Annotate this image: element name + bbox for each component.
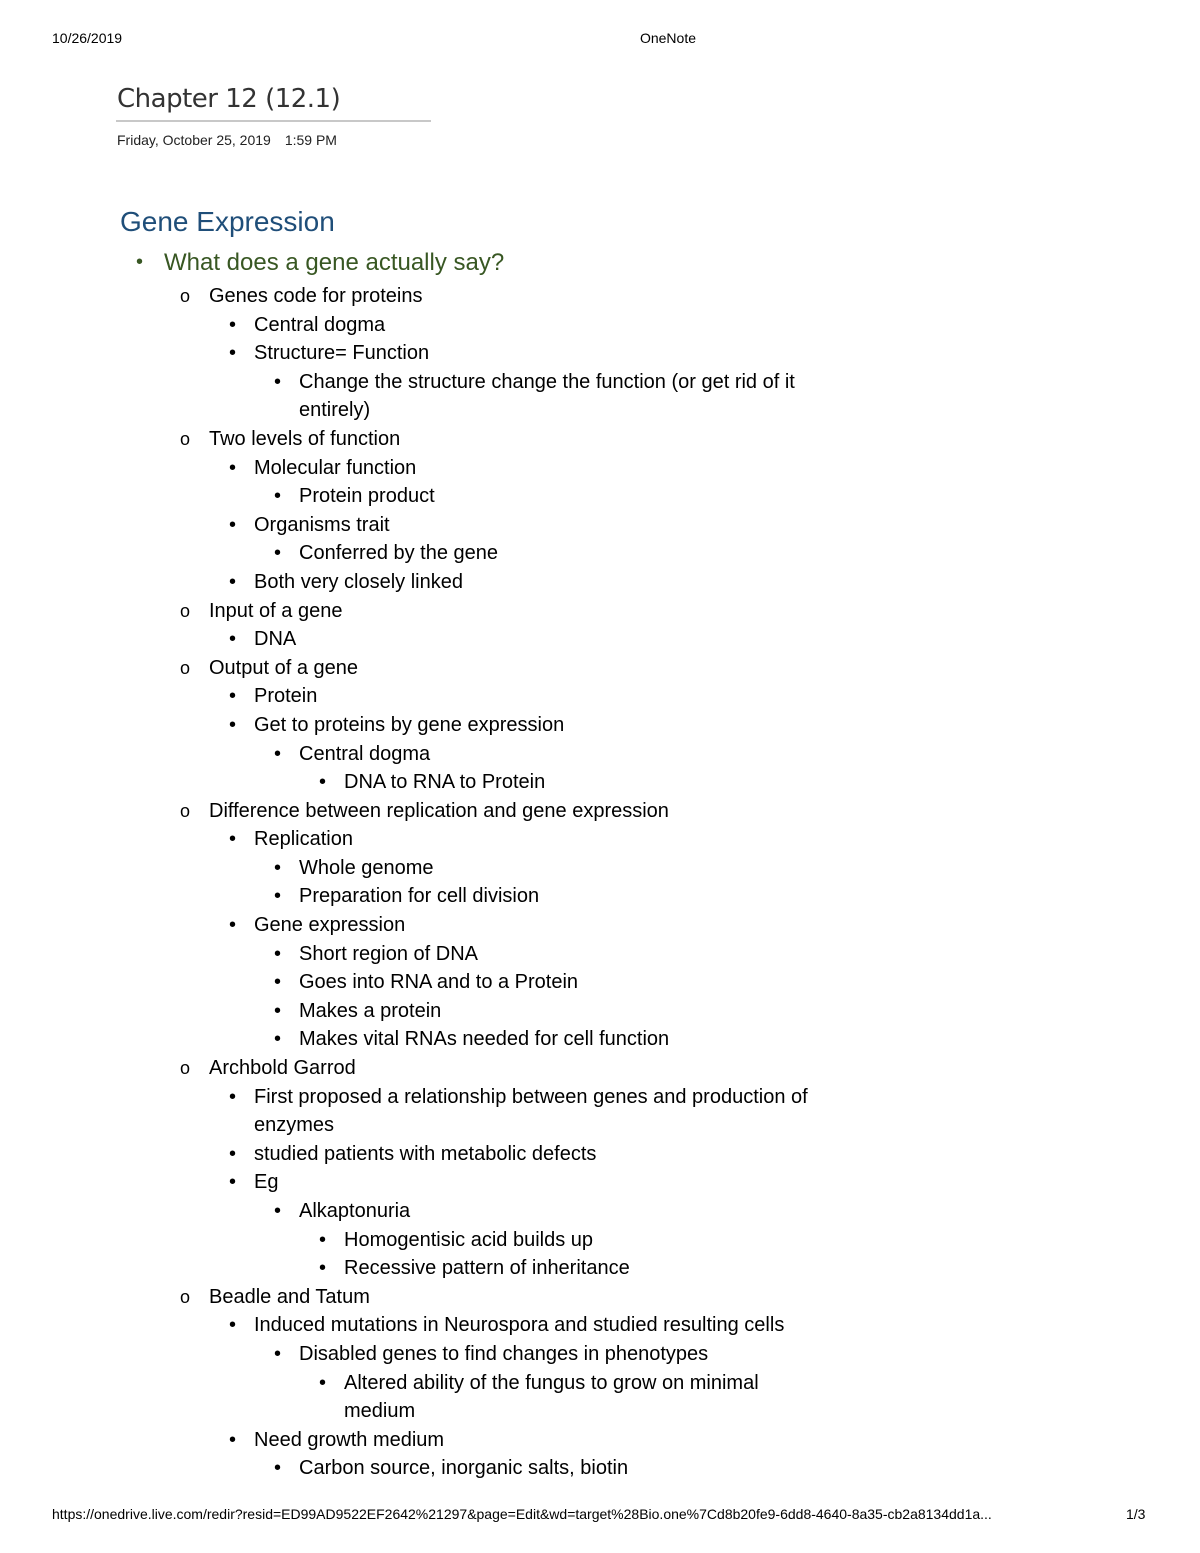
outline-item-text: DNA to RNA to Protein bbox=[344, 771, 546, 794]
outline-item bbox=[0, 1254, 1200, 1283]
bullet-marker: o bbox=[180, 286, 191, 306]
bullet-marker: • bbox=[274, 942, 282, 965]
outline-item-text: Goes into RNA and to a Protein bbox=[299, 971, 579, 994]
outline-item bbox=[0, 425, 1200, 454]
bullet-marker: • bbox=[274, 1028, 282, 1051]
outline-item bbox=[0, 997, 1200, 1026]
outline-item bbox=[0, 1340, 1200, 1369]
outline-item bbox=[0, 797, 1200, 826]
bullet-marker: • bbox=[229, 1428, 237, 1451]
outline-item-text: Preparation for cell division bbox=[299, 885, 540, 908]
page-date: Friday, October 25, 2019 bbox=[117, 132, 271, 148]
outline-item-text: Eg bbox=[254, 1171, 279, 1194]
bullet-marker: • bbox=[229, 1171, 237, 1194]
outline-item bbox=[0, 1226, 1200, 1255]
outline-item-text: Makes vital RNAs needed for cell function bbox=[299, 1028, 670, 1051]
outline-item-text: Both very closely linked bbox=[254, 570, 463, 593]
bullet-marker: • bbox=[229, 1142, 237, 1165]
outline-item bbox=[0, 482, 1200, 511]
outline-item-text: Conferred by the gene bbox=[299, 542, 499, 565]
bullet-marker: o bbox=[180, 1286, 191, 1307]
outline-item bbox=[0, 911, 1200, 940]
outline-item-text: Output of a gene bbox=[209, 656, 359, 679]
title-underline bbox=[116, 120, 431, 122]
outline-item-text: Disabled genes to find changes in phenotypes bbox=[299, 1342, 709, 1365]
outline-item-text: Gene expression bbox=[254, 914, 406, 937]
outline-item bbox=[0, 968, 1200, 997]
outline-item-text: Altered ability of the fungus to grow on minimal medium bbox=[344, 1371, 759, 1423]
bullet-marker: • bbox=[274, 485, 282, 508]
outline-item-text: Short region of DNA bbox=[299, 942, 478, 965]
page-title: Chapter 12 (12.1) bbox=[117, 84, 341, 114]
outline-item bbox=[0, 539, 1200, 568]
outline-item bbox=[0, 568, 1200, 597]
page-datetime bbox=[117, 132, 337, 148]
outline-item-text: studied patients with metabolic defects bbox=[254, 1142, 597, 1165]
outline-item bbox=[0, 247, 1200, 278]
outline-item-text: Replication bbox=[254, 828, 353, 851]
outline-item-text: Input of a gene bbox=[209, 599, 343, 622]
outline-item bbox=[0, 825, 1200, 854]
outline-item-text: Difference between replication and gene expression bbox=[209, 799, 669, 822]
outline-item bbox=[0, 511, 1200, 540]
outline-item bbox=[0, 1369, 1200, 1426]
outline-item-text: Carbon source, inorganic salts, biotin bbox=[299, 1457, 629, 1480]
bullet-marker: • bbox=[136, 251, 144, 273]
outline-item-text: Molecular function bbox=[254, 456, 417, 479]
outline-item bbox=[0, 654, 1200, 683]
bullet-marker: • bbox=[229, 685, 237, 708]
print-header-app-name: OneNote bbox=[639, 30, 697, 46]
print-footer-page-number: 1/3 bbox=[1126, 1506, 1146, 1522]
outline-item bbox=[0, 1426, 1200, 1455]
outline-item-text: Beadle and Tatum bbox=[209, 1285, 370, 1308]
bullet-marker: • bbox=[319, 1228, 327, 1251]
bullet-marker: o bbox=[180, 428, 191, 449]
outline-item bbox=[0, 1083, 1200, 1140]
page-time: 1:59 PM bbox=[284, 132, 337, 148]
outline-item bbox=[0, 1168, 1200, 1197]
outline-item-text: Need growth medium bbox=[254, 1428, 445, 1451]
bullet-marker: • bbox=[274, 856, 282, 879]
bullet-marker: • bbox=[229, 456, 237, 479]
bullet-marker: • bbox=[274, 370, 282, 393]
bullet-marker: • bbox=[229, 342, 237, 365]
bullet-marker: • bbox=[229, 513, 237, 536]
outline-item-text: Organisms trait bbox=[254, 513, 390, 536]
bullet-marker: • bbox=[229, 828, 237, 851]
outline-item bbox=[0, 854, 1200, 883]
outline-item bbox=[0, 1054, 1200, 1083]
outline-item bbox=[0, 368, 1200, 425]
outline-item bbox=[0, 339, 1200, 368]
outline-item-text: Two levels of function bbox=[209, 427, 401, 450]
bullet-marker: o bbox=[180, 800, 191, 821]
bullet-marker: o bbox=[180, 600, 191, 621]
outline-item bbox=[0, 711, 1200, 740]
bullet-marker: • bbox=[274, 971, 282, 994]
bullet-marker: • bbox=[274, 542, 282, 565]
outline-item bbox=[0, 882, 1200, 911]
outline-item bbox=[0, 1311, 1200, 1340]
bullet-marker: • bbox=[319, 771, 327, 794]
outline-item-text: Get to proteins by gene expression bbox=[254, 713, 565, 736]
outline-item bbox=[0, 940, 1200, 969]
outline-item-text: Protein bbox=[254, 685, 318, 708]
outline-item-text: Change the structure change the function (or get rid of it entirely) bbox=[299, 370, 795, 422]
outline-item-text: Induced mutations in Neurospora and studied resulting cells bbox=[254, 1314, 785, 1337]
outline-item bbox=[0, 1197, 1200, 1226]
outline-item-text: Homogentisic acid builds up bbox=[344, 1228, 594, 1251]
bullet-marker: • bbox=[229, 1314, 237, 1337]
notes-outline bbox=[0, 247, 1200, 1483]
bullet-marker: • bbox=[274, 1200, 282, 1222]
outline-item-text: First proposed a relationship between genes and production of enzymes bbox=[254, 1085, 808, 1137]
outline-item bbox=[0, 282, 1200, 311]
bullet-marker: • bbox=[274, 999, 282, 1022]
outline-item-text: Central dogma bbox=[254, 313, 386, 336]
outline-item-text: Central dogma bbox=[299, 742, 431, 765]
outline-item-text: Structure= Function bbox=[254, 342, 430, 365]
bullet-marker: • bbox=[229, 313, 237, 336]
bullet-marker: • bbox=[274, 1342, 282, 1365]
bullet-marker: • bbox=[319, 1257, 327, 1280]
print-header-date: 10/26/2019 bbox=[52, 30, 123, 46]
outline-item bbox=[0, 1454, 1200, 1483]
outline-item bbox=[0, 740, 1200, 769]
outline-item-text: Archbold Garrod bbox=[209, 1057, 356, 1080]
outline-item-text: Recessive pattern of inheritance bbox=[344, 1257, 630, 1280]
section-heading: Gene Expression bbox=[120, 206, 335, 237]
outline-item bbox=[0, 625, 1200, 654]
outline-item bbox=[0, 1140, 1200, 1169]
outline-item bbox=[0, 768, 1200, 797]
outline-item-text: Protein product bbox=[299, 485, 435, 508]
outline-item bbox=[0, 311, 1200, 340]
bullet-marker: • bbox=[229, 628, 237, 651]
bullet-marker: • bbox=[274, 885, 282, 908]
outline-item bbox=[0, 1025, 1200, 1054]
bullet-marker: o bbox=[180, 657, 191, 678]
bullet-marker: • bbox=[229, 914, 237, 937]
outline-item bbox=[0, 682, 1200, 711]
outline-item bbox=[0, 1283, 1200, 1312]
outline-item bbox=[0, 597, 1200, 626]
outline-item-text: What does a gene actually say? bbox=[164, 249, 505, 276]
bullet-marker: • bbox=[229, 1085, 237, 1108]
outline-item-text: Genes code for proteins bbox=[209, 285, 423, 307]
bullet-marker: • bbox=[229, 570, 237, 593]
outline-item-text: Whole genome bbox=[299, 856, 434, 879]
outline-item-text: DNA bbox=[254, 628, 297, 651]
outline-item-text: Makes a protein bbox=[299, 999, 442, 1022]
bullet-marker: • bbox=[274, 742, 282, 765]
bullet-marker: • bbox=[274, 1457, 282, 1480]
outline-item bbox=[0, 454, 1200, 483]
bullet-marker: o bbox=[180, 1058, 191, 1079]
print-footer-url: https://onedrive.live.com/redir?resid=ED99AD9522EF2642%21297&page=Edit&wd=target%28Bio.one%7Cd8b20fe9-6dd8-4640-8a35-cb2a8134dd1a... bbox=[52, 1506, 992, 1522]
bullet-marker: • bbox=[319, 1371, 327, 1394]
outline-item-text: Alkaptonuria bbox=[299, 1200, 411, 1222]
bullet-marker: • bbox=[229, 713, 237, 736]
